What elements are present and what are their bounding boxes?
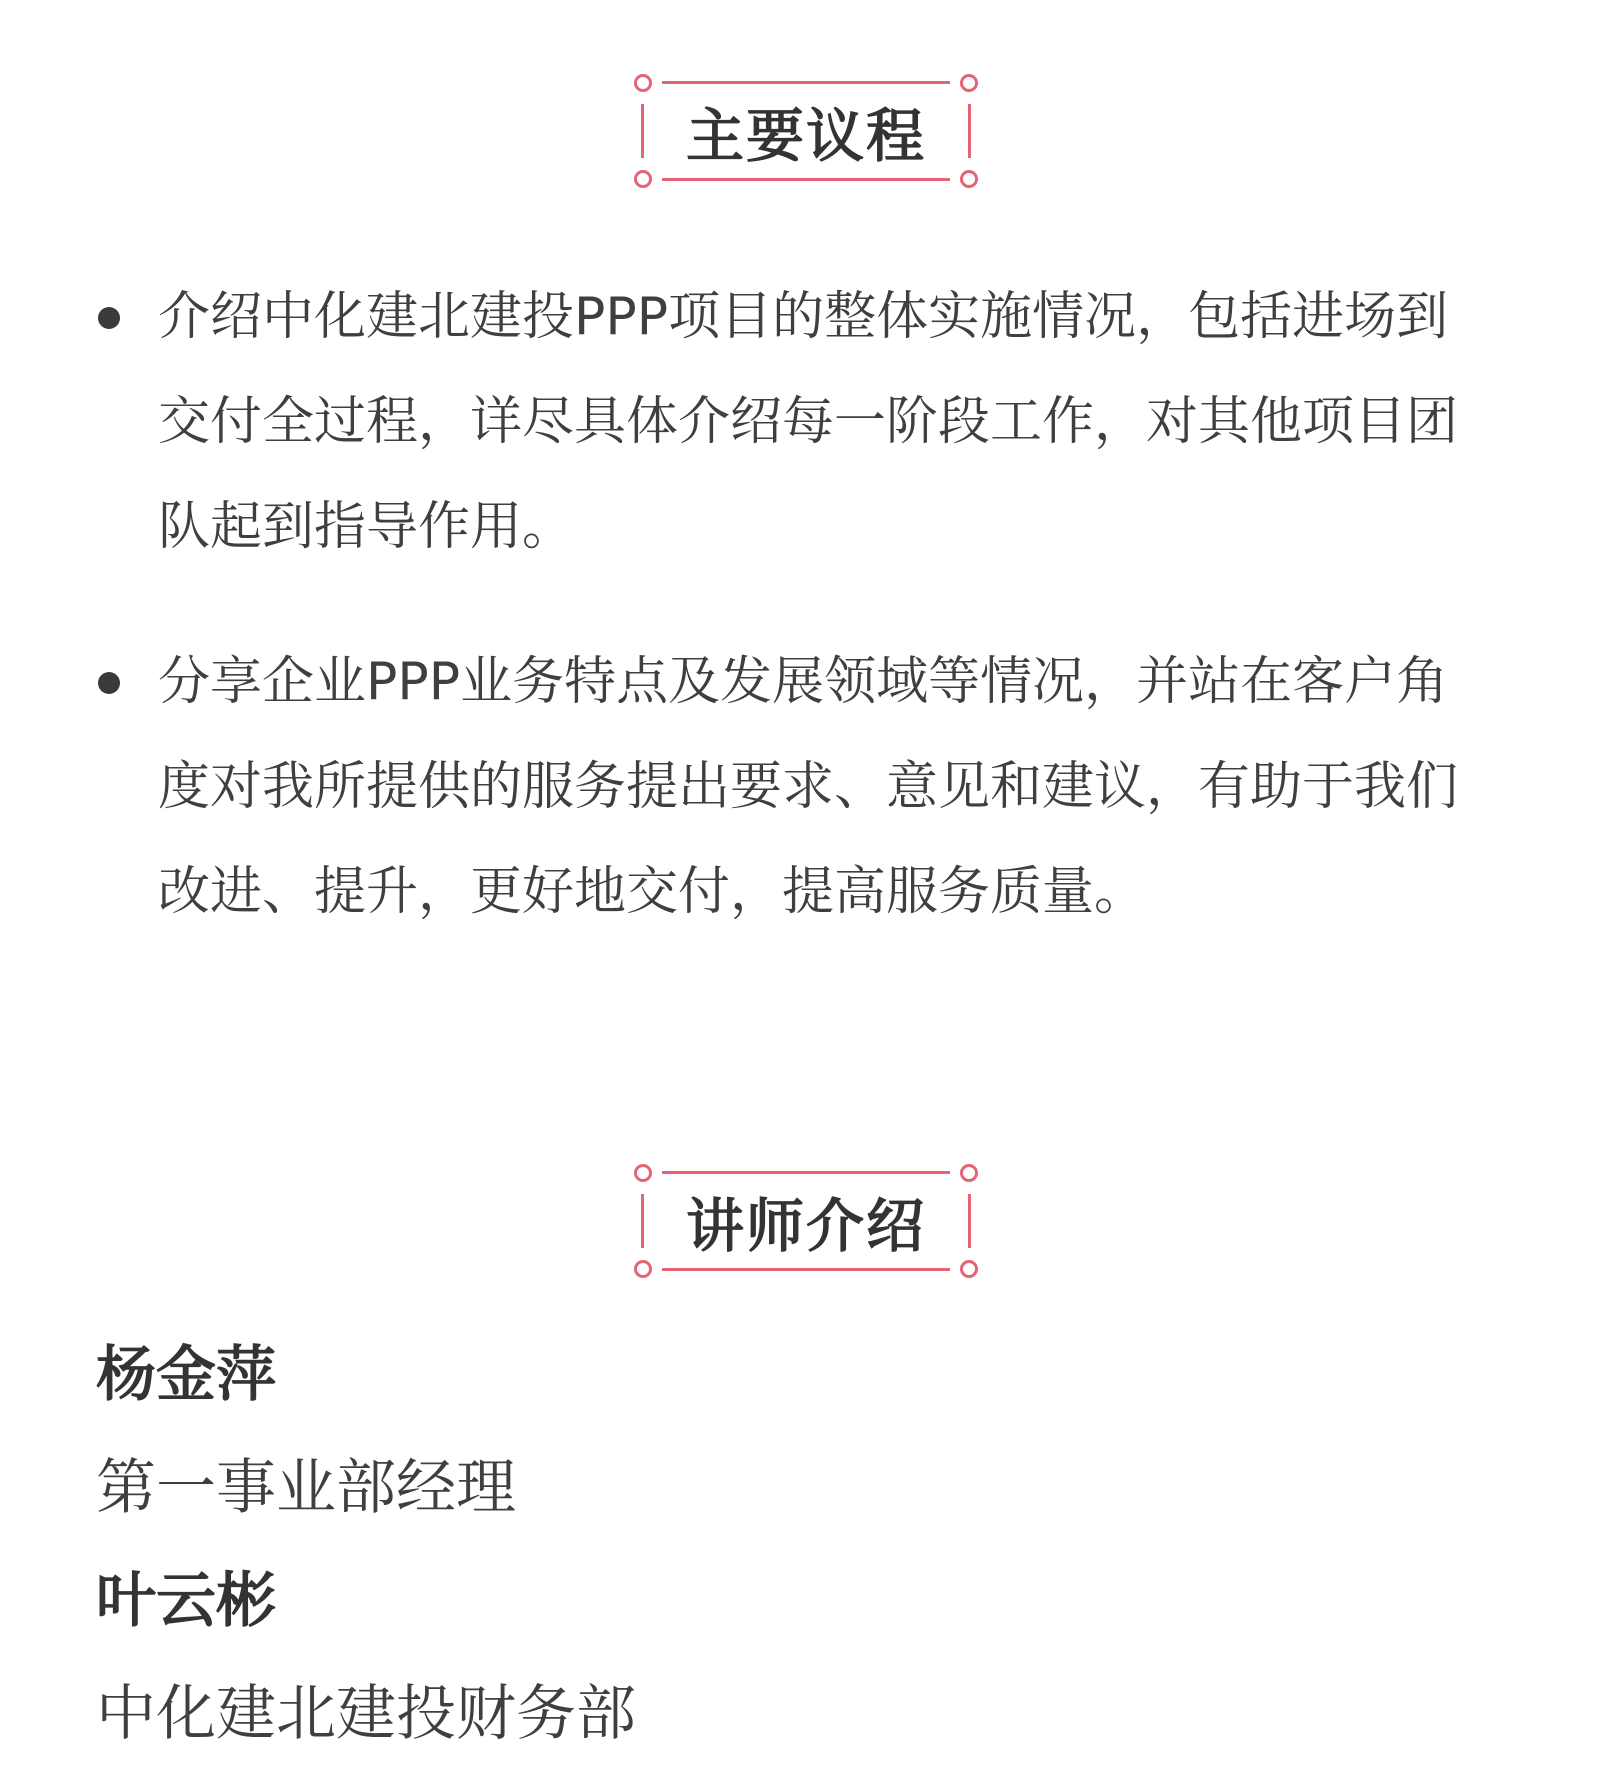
speaker-role: 第一事业部经理 xyxy=(96,1453,516,1523)
agenda-section-title: 主要议程 xyxy=(685,102,926,170)
agenda-item xyxy=(96,630,1516,945)
speaker-list xyxy=(96,1335,1496,1787)
speaker-name: 叶云彬 xyxy=(96,1566,276,1636)
speakers-section-title: 讲师介绍 xyxy=(685,1192,926,1260)
agenda-item-text: 介绍中化建北建投PPP项目的整体实施情况，包括进场到交付全过程，详尽具体介绍每一阶段工作，对其他项目团队起到指导作用。 xyxy=(158,287,1459,557)
speaker-name: 杨金萍 xyxy=(96,1340,276,1410)
bullet-dot-icon xyxy=(98,672,120,694)
agenda-list xyxy=(96,265,1516,995)
agenda-item xyxy=(96,265,1516,580)
agenda-item-text: 分享企业PPP业务特点及发展领域等情况，并站在客户角度对我所提供的服务提出要求、意见和建议，有助于我们改进、提升，更好地交付，提高服务质量。 xyxy=(158,652,1459,922)
bullet-dot-icon xyxy=(98,307,120,329)
speakers-title-frame xyxy=(634,1164,978,1278)
agenda-title-frame xyxy=(634,74,978,188)
speaker-role: 中化建北建投财务部 xyxy=(96,1679,636,1749)
